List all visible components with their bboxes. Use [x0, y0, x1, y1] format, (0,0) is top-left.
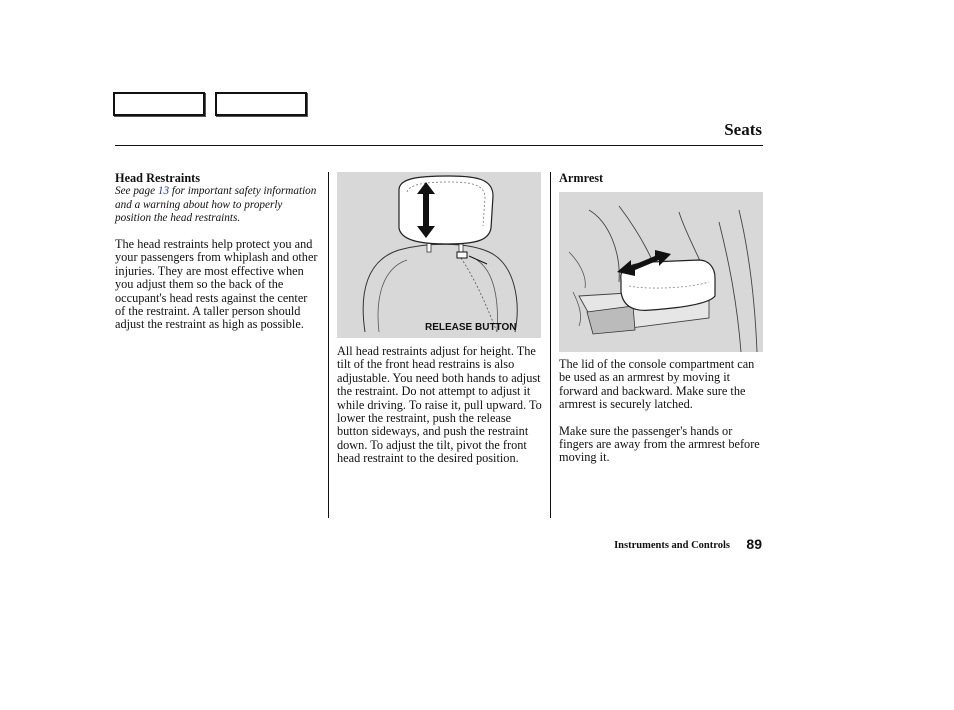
page-title: Seats — [724, 120, 762, 139]
safety-note — [115, 185, 320, 226]
right-column-text — [559, 358, 765, 465]
head-restraints-body: The head restraints help protect you and your passengers from whiplash and other injuries. They are most effective when you adjust them so the back of the occupant's head rests against the center of the restraint. A taller person should adjust the restraint as high as possible. — [115, 236, 318, 332]
head-restraint-adjust-body: All head restraints adjust for height. The tilt of the front head restrains is also adjustable. You need both hands to adjust the restraint. Do not attempt to adjust it while driving. To raise it, pull upward. To lower the restraint, push the release button sideways, and push the restraint down. To adjust the tilt, pivot the front head restraint to the desired position. — [337, 344, 542, 466]
middle-column — [337, 345, 543, 466]
note-suffix: for important safety information and a warning about how to properly position the head restraints. — [115, 185, 317, 225]
nav-button-main-menu[interactable] — [113, 92, 205, 116]
column-divider — [328, 172, 329, 518]
head-restraint-illustration — [337, 172, 541, 338]
column-divider — [550, 172, 551, 518]
footer-section-title: Instruments and Controls — [614, 540, 730, 551]
page-number: 89 — [746, 536, 762, 552]
armrest-body-2: Make sure the passenger's hands or fingers are away from the armrest before moving it. — [559, 423, 760, 465]
left-column — [115, 172, 320, 332]
page-link[interactable]: 13 — [157, 185, 170, 198]
head-restraint-drawing — [337, 172, 541, 338]
section-heading-armrest: Armrest — [559, 171, 604, 185]
armrest-drawing — [559, 192, 763, 352]
section-heading-head-restraints: Head Restraints — [115, 171, 201, 185]
release-button-label: RELEASE BUTTON — [425, 322, 517, 333]
armrest-body-1: The lid of the console compartment can be used as an armrest by moving it forward and backward. Make sure the armrest is securely latched. — [559, 357, 755, 412]
title-divider — [115, 145, 763, 146]
armrest-illustration — [559, 192, 763, 352]
note-prefix: See page — [115, 185, 158, 198]
nav-button-table-of-contents[interactable] — [215, 92, 307, 116]
right-column — [559, 172, 765, 185]
